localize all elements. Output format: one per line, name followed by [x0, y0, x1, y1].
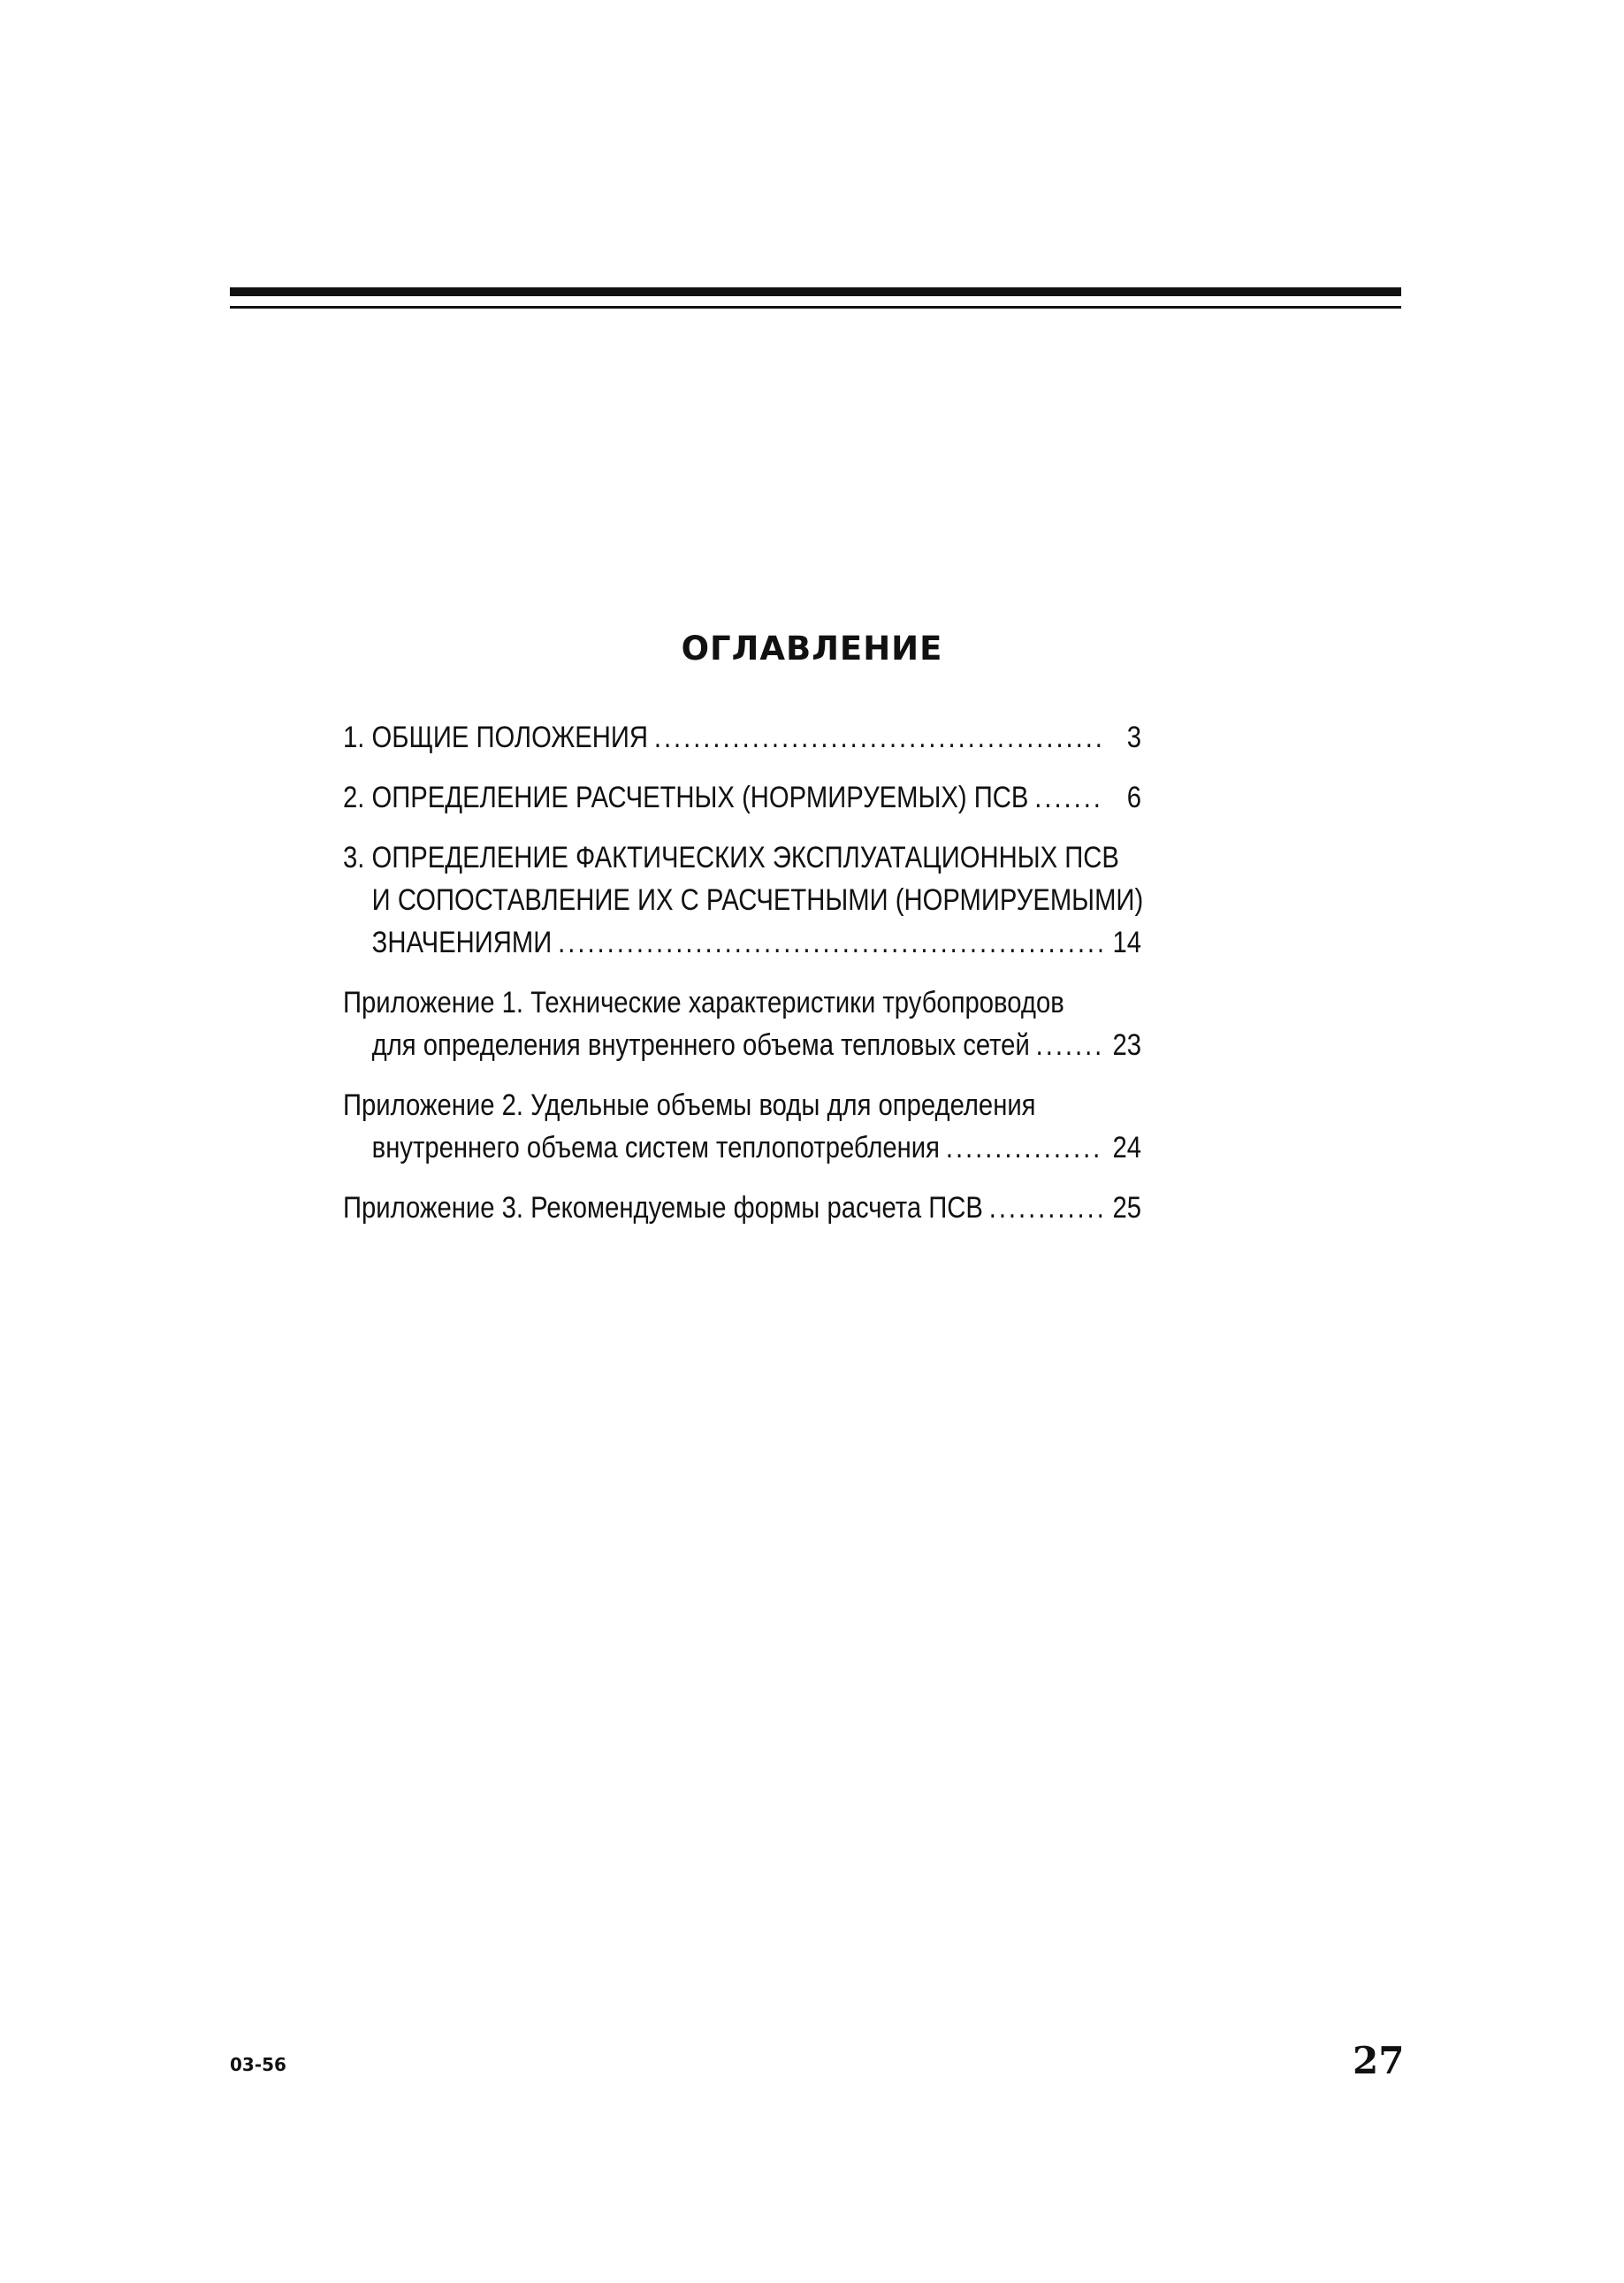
dot-leader [1034, 776, 1102, 819]
toc-page-number: 25 [1112, 1191, 1141, 1225]
toc-entry-appendix-3[interactable] [343, 1187, 1141, 1229]
toc-entry-text-continued: для определения внутреннего объема тепловых сетей [371, 1028, 1030, 1062]
toc-entry-actual-psv[interactable] [343, 836, 1144, 964]
toc-entry-text: 2. ОПРЕДЕЛЕНИЕ РАСЧЕТНЫХ (НОРМИРУЕМЫХ) ПСВ [343, 781, 1029, 814]
dot-leader [989, 1187, 1102, 1229]
toc-entry-text: Приложение 2. Удельные объемы воды для определения [343, 1088, 1036, 1122]
toc-entry-text: 1. ОБЩИЕ ПОЛОЖЕНИЯ [343, 721, 648, 754]
toc-page-number: 24 [1112, 1131, 1141, 1164]
toc-entry-text: Приложение 3. Рекомендуемые формы расчета ПСВ [343, 1191, 983, 1225]
toc-entry-text-continued: внутреннего объема систем теплопотребления [371, 1131, 940, 1164]
page-number: 27 [1353, 2039, 1405, 2082]
toc-page-number: 3 [1126, 721, 1141, 754]
toc-page-number: 6 [1126, 781, 1141, 814]
dot-leader [946, 1126, 1102, 1169]
dot-leader [1036, 1024, 1102, 1066]
toc-entry-text-continued: ЗНАЧЕНИЯМИ [371, 926, 553, 959]
toc-entry-calculated-psv[interactable] [343, 776, 1141, 819]
toc-page-number: 23 [1112, 1028, 1141, 1062]
header-rule-thin [230, 306, 1401, 309]
toc-entry-text-continued: И СОПОСТАВЛЕНИЕ ИХ С РАСЧЕТНЫМИ (НОРМИРУЕМЫМИ) [371, 883, 1144, 917]
toc-entry-appendix-2[interactable] [343, 1084, 1141, 1169]
toc-entry-text: Приложение 1. Технические характеристики трубопроводов [343, 986, 1064, 1019]
dot-leader [558, 921, 1102, 964]
header-rule-thick [230, 287, 1401, 296]
toc-title: ОГЛАВЛЕНИЕ [681, 630, 943, 668]
table-of-contents [343, 716, 1144, 1247]
toc-entry-text: 3. ОПРЕДЕЛЕНИЕ ФАКТИЧЕСКИХ ЭКСПЛУАТАЦИОННЫХ ПСВ [343, 841, 1119, 874]
toc-page-number: 14 [1112, 926, 1141, 959]
dot-leader [654, 716, 1102, 759]
toc-entry-general-provisions[interactable] [343, 716, 1141, 759]
toc-entry-appendix-1[interactable] [343, 981, 1141, 1066]
document-code: 03-56 [230, 2054, 286, 2075]
